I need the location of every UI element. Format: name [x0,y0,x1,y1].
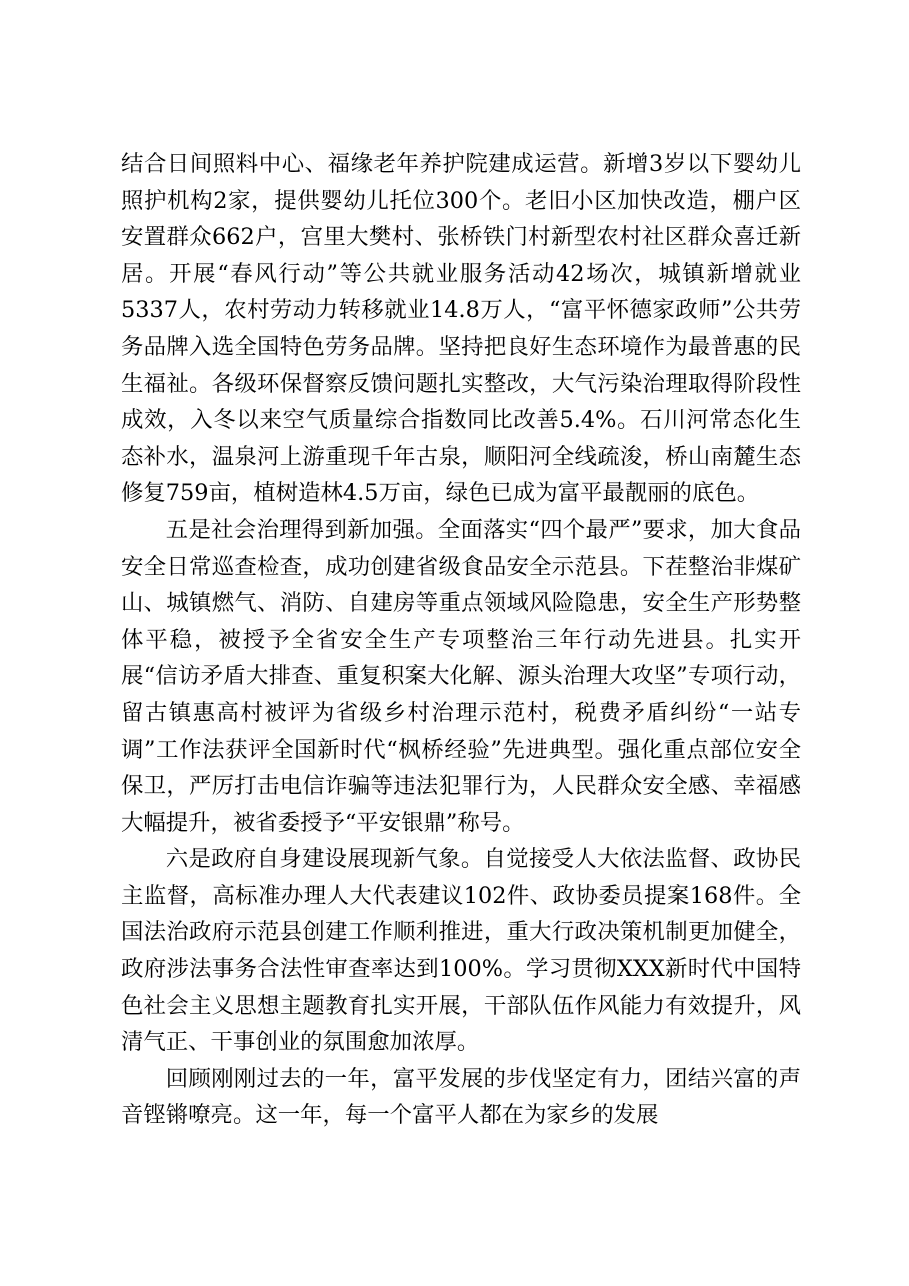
paragraph-review: 回顾刚刚过去的一年，富平发展的步伐坚定有力，团结兴富的声音铿锵嘹亮。这一年，每一个富平人都在为家乡的发展 [121,1065,801,1129]
paragraph-government-building: 六是政府自身建设展现新气象。自觉接受人大依法监督、政协民主监督，高标准办理人大代表建议102件、政协委员提案168件。全国法治政府示范县创建工作顺利推进，重大行政决策机制更加健全，政府涉法事务合法性审查率达到100%。学习贯彻XXX新时代中国特色社会主义思想主题教育扎实开展，干部队伍作风能力有效提升，风清气正、干事创业的氛围愈加浓厚。 [121,846,801,1056]
document-page [121,146,801,1134]
paragraph-social-governance: 五是社会治理得到新加强。全面落实“四个最严”要求，加大食品安全日常巡查检查，成功创建省级食品安全示范县。下茬整治非煤矿山、城镇燃气、消防、自建房等重点领域风险隐患，安全生产形势整体平稳，被授予全省安全生产专项整治三年行动先进县。扎实开展“信访矛盾大排查、重复积案大化解、源头治理大攻坚”专项行动，留古镇惠高村被评为省级乡村治理示范村，税费矛盾纠纷“一站专调”工作法获评全国新时代“枫桥经验”先进典型。强化重点部位安全保卫，严厉打击电信诈骗等违法犯罪行为，人民群众安全感、幸福感大幅提升，被省委授予“平安银鼎”称号。 [121,516,801,836]
paragraph-livelihood-ecology: 结合日间照料中心、福缘老年养护院建成运营。新增3岁以下婴幼儿照护机构2家，提供婴幼儿托位300个。老旧小区加快改造，棚户区安置群众662户，宫里大樊村、张桥铁门村新型农村社区群众喜迁新居。开展“春风行动”等公共就业服务活动42场次，城镇新增就业5337人，农村劳动力转移就业14.8万人，“富平怀德家政师”公共劳务品牌入选全国特色劳务品牌。坚持把良好生态环境作为最普惠的民生福祉。各级环保督察反馈问题扎实整改，大气污染治理取得阶段性成效，入冬以来空气质量综合指数同比改善5.4%。石川河常态化生态补水，温泉河上游重现千年古泉，顺阳河全线疏浚，桥山南麓生态修复759亩，植树造林4.5万亩，绿色已成为富平最靓丽的底色。 [121,151,801,507]
